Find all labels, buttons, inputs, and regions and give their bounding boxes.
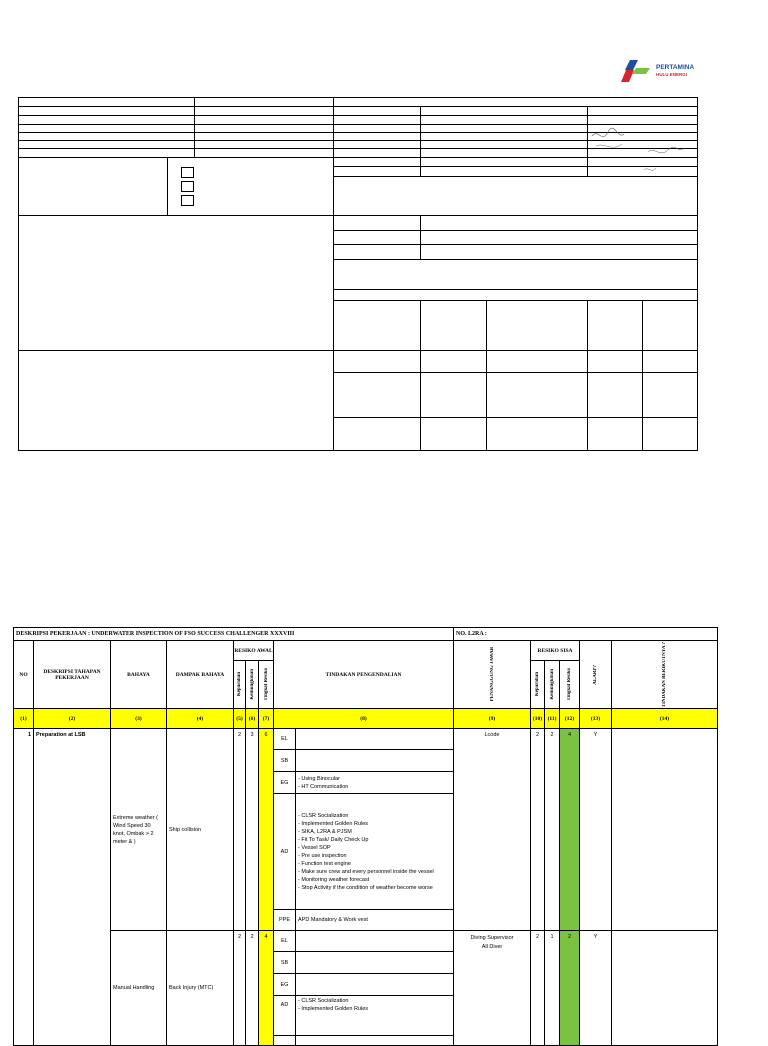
control-label-eg: EG [274, 772, 296, 794]
col-num-4: (4) [167, 709, 234, 729]
row-consequence: 2 [234, 729, 246, 931]
job-description-title: DESKRIPSI PEKERJAAN : UNDERWATER INSPECTION OF FSO SUCCESS CHALLENGER XXXVIII [14, 628, 454, 641]
row-step: Preparation at LSB [34, 729, 111, 1046]
control-label-sb: SB [274, 952, 296, 974]
col-num-5: (5) [234, 709, 246, 729]
header-likelihood-1: Kemungkinan [249, 669, 255, 700]
row-hazard: Extreme weather ( Wind Speed 30 knot, Ombak > 2 meter & ) [111, 729, 167, 931]
row-residual-likelihood: 2 [545, 729, 560, 931]
control-label-ad: AD [274, 996, 296, 1036]
logo-brand-name: PERTAMINA [656, 64, 695, 71]
col-num-9: (9) [454, 709, 531, 729]
header-further-action: TINDAKAN BERIKUTNYA ? [662, 641, 667, 708]
table-row [14, 729, 718, 750]
col-num-6: (6) [246, 709, 259, 729]
logo-brand-sub: HULU ENERGI [656, 72, 688, 77]
header-no: NO [14, 641, 34, 709]
signature-scribble [588, 124, 688, 176]
col-num-13: (13) [580, 709, 612, 729]
header-pic: PENANGGUNG JAWAB [489, 647, 495, 702]
control-eg [296, 974, 454, 996]
row-residual-risk: 2 [560, 931, 580, 1046]
row-impact: Back Injury (MTC) [167, 931, 234, 1046]
col-num-10: (10) [531, 709, 545, 729]
header-step: DESKRIPSI TAHAPAN PEKERJAAN [34, 641, 111, 709]
row-risk-level: 6 [259, 729, 274, 931]
jsa-table [13, 627, 718, 1046]
control-label-ad: AD [274, 794, 296, 910]
control-ad: - CLSR Socialization - Implemented Golden Rules [296, 996, 454, 1036]
control-ad: - CLSR Socialization - Implemented Golden Rules - SIKA, L2RA & PJSM - Fit To Task/ Daily Check Up - Vessel SOP - Pre use inspection - Function test engine - Make sure crew and every personnel inside the vessel - Monitoring weather forecast - Stop Activity if the condition of weather become worse [296, 794, 454, 910]
row-residual-consequence: 2 [531, 729, 545, 931]
row-likelihood: 2 [246, 931, 259, 1046]
row-risk-level: 4 [259, 931, 274, 1046]
header-impact: DAMPAK BAHAYA [167, 641, 234, 709]
control-el [296, 931, 454, 952]
col-num-12: (12) [560, 709, 580, 729]
col-num-2: (2) [34, 709, 111, 729]
col-num-11: (11) [545, 709, 560, 729]
control-label-sb: SB [274, 750, 296, 772]
control-eg: - Using Binocular - HT Communication [296, 772, 454, 794]
table-row [14, 931, 718, 952]
permit-checkbox-3[interactable] [181, 195, 194, 206]
row-pic: Lcode [454, 729, 531, 931]
row-residual-likelihood: 1 [545, 931, 560, 1046]
header-residual-risk: RESIKO SISA [531, 641, 580, 661]
header-likelihood-2: Kemungkinan [549, 669, 555, 700]
row-residual-risk: 4 [560, 729, 580, 931]
header-consequence-1: Keparahan [237, 672, 242, 697]
col-num-8: (8) [274, 709, 454, 729]
control-sb [296, 750, 454, 772]
company-logo [616, 56, 700, 84]
row-impact: Ship collision [167, 729, 234, 931]
col-num-7: (7) [259, 709, 274, 729]
header-control: TINDAKAN PENGENDALIAN [274, 641, 454, 709]
header-risk-level-2: Tingkat Resiko [567, 668, 572, 701]
permit-checkbox-1[interactable] [181, 167, 194, 178]
row-further-action [612, 931, 718, 1046]
header-alarp: ALARP? [593, 664, 598, 685]
permit-checkbox-2[interactable] [181, 181, 194, 192]
col-num-1: (1) [14, 709, 34, 729]
row-hazard: Manual Handling [111, 931, 167, 1046]
header-initial-risk: RESIKO AWAL [234, 641, 274, 661]
row-further-action [612, 729, 718, 931]
pertamina-logo-icon [616, 56, 656, 84]
header-hazard: BAHAYA [111, 641, 167, 709]
control-ppe: APD Mandatory & Work vest [296, 910, 454, 931]
row-likelihood: 3 [246, 729, 259, 931]
control-label-eg: EG [274, 974, 296, 996]
control-label-ppe: PPE [274, 910, 296, 931]
control-sb [296, 952, 454, 974]
column-number-row [14, 709, 718, 729]
header-risk-level-1: Tingkat Resiko [263, 668, 269, 701]
row-consequence: 2 [234, 931, 246, 1046]
header-consequence-2: Keparahan [535, 672, 540, 697]
row-pic: Diving Supervisor All Diver [454, 931, 531, 1046]
control-label-el: EL [274, 931, 296, 952]
row-no: 1 [14, 729, 34, 1046]
control-label-el: EL [274, 729, 296, 750]
row-alarp: Y [580, 931, 612, 1046]
col-num-3: (3) [111, 709, 167, 729]
control-el [296, 729, 454, 750]
l2ra-number: NO. L2RA : [454, 628, 718, 641]
row-alarp: Y [580, 729, 612, 931]
col-num-14: (14) [612, 709, 718, 729]
row-residual-consequence: 2 [531, 931, 545, 1046]
